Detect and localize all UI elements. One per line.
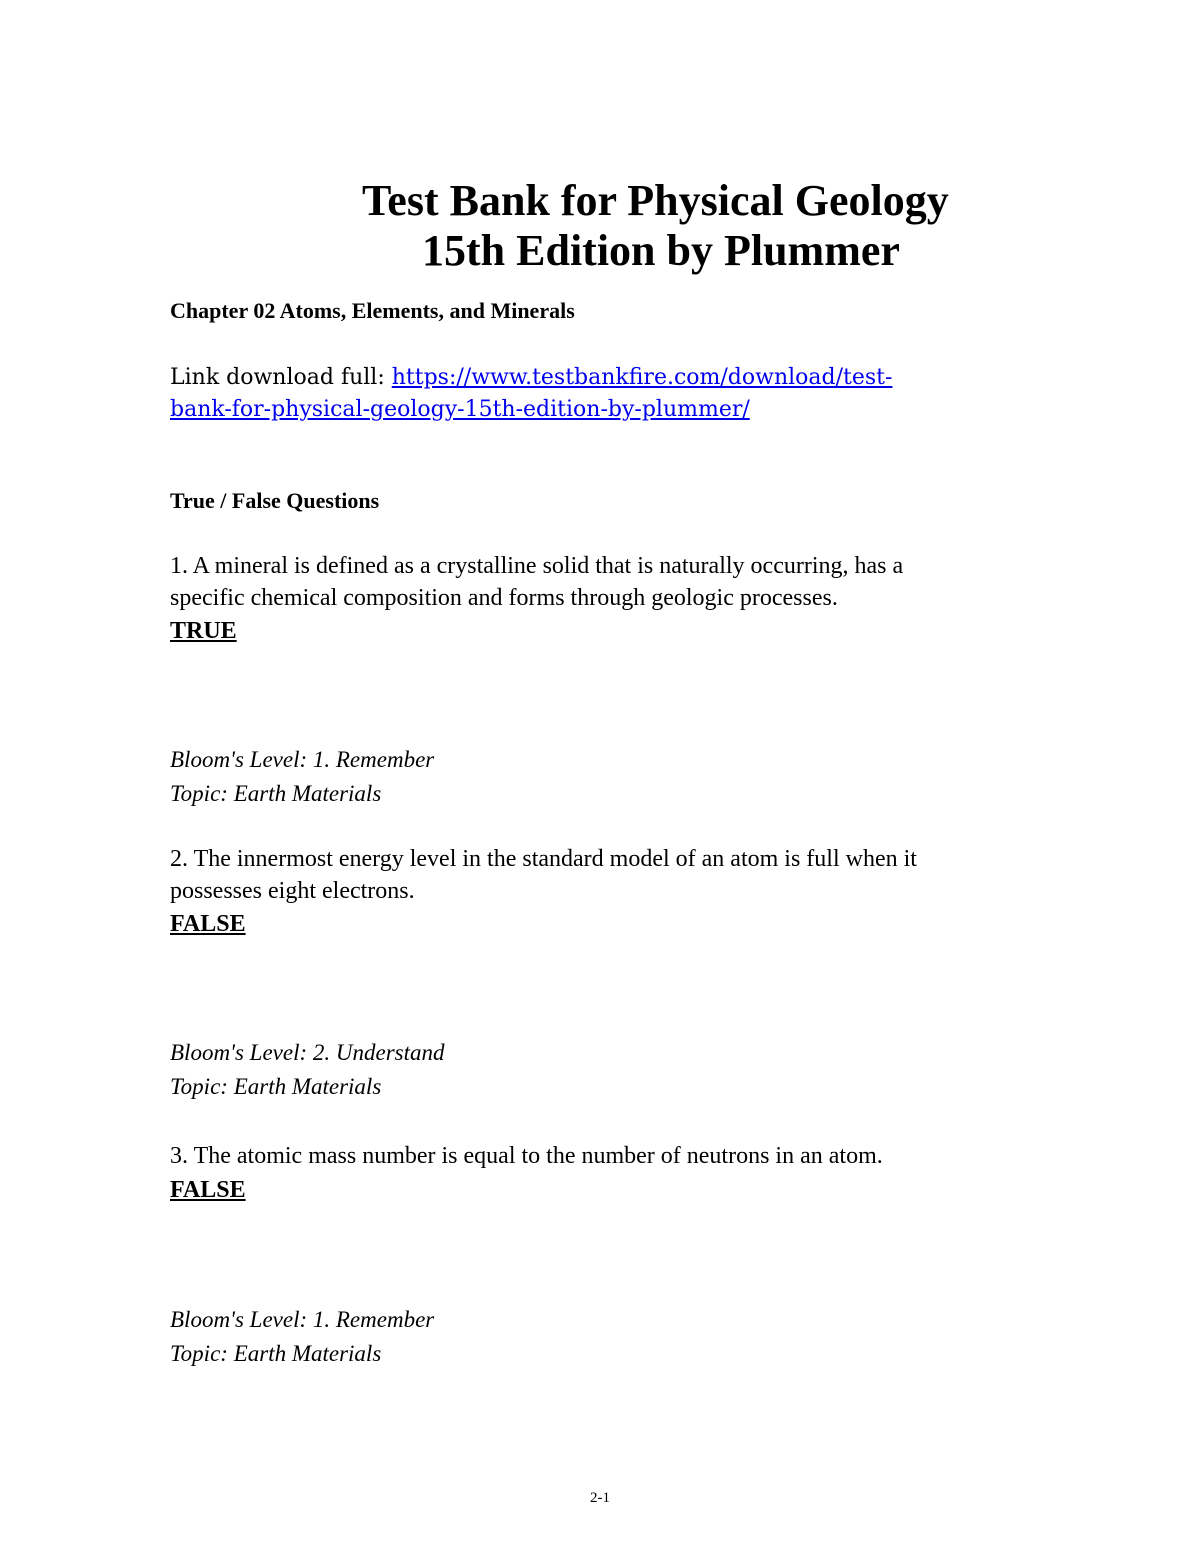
question-1-answer: TRUE — [170, 618, 237, 644]
link-url-line-1: https://www.testbankfire.com/download/test- — [391, 365, 893, 390]
title-line-2: 15th Edition by Plummer — [422, 226, 900, 275]
question-2-line-1: 2. The innermost energy level in the standard model of an atom is full when it — [170, 846, 917, 872]
question-2-blooms: Bloom's Level: 2. Understand — [170, 1040, 445, 1065]
question-1-blooms: Bloom's Level: 1. Remember — [170, 747, 435, 772]
link-url-line-2: bank-for-physical-geology-15th-edition-by-plummer/ — [170, 397, 750, 422]
question-3-blooms: Bloom's Level: 1. Remember — [170, 1307, 435, 1332]
question-2-topic: Topic: Earth Materials — [170, 1074, 382, 1099]
question-2-line-2: possesses eight electrons. — [170, 878, 415, 904]
document-title — [362, 176, 1062, 276]
link-label: Link download full: — [170, 365, 392, 390]
question-1-topic: Topic: Earth Materials — [170, 781, 382, 806]
page-number: 2-1 — [590, 1490, 610, 1506]
question-1-line-1: 1. A mineral is defined as a crystalline solid that is naturally occurring, has a — [170, 553, 904, 579]
question-3 — [170, 1140, 1050, 1172]
question-2-meta — [170, 1036, 445, 1104]
question-1-line-2: specific chemical composition and forms through geologic processes. — [170, 585, 838, 611]
question-1 — [170, 550, 1050, 614]
question-1-meta — [170, 743, 434, 811]
download-link-block — [170, 362, 1070, 426]
question-3-answer: FALSE — [170, 1177, 246, 1203]
question-2-answer: FALSE — [170, 911, 246, 937]
question-2 — [170, 843, 1050, 907]
question-3-topic: Topic: Earth Materials — [170, 1341, 382, 1366]
section-heading: True / False Questions — [170, 488, 380, 513]
chapter-heading: Chapter 02 Atoms, Elements, and Minerals — [170, 298, 575, 323]
question-3-line-1: 3. The atomic mass number is equal to the number of neutrons in an atom. — [170, 1143, 883, 1169]
question-3-meta — [170, 1303, 434, 1371]
title-line-1: Test Bank for Physical Geology — [362, 176, 949, 225]
